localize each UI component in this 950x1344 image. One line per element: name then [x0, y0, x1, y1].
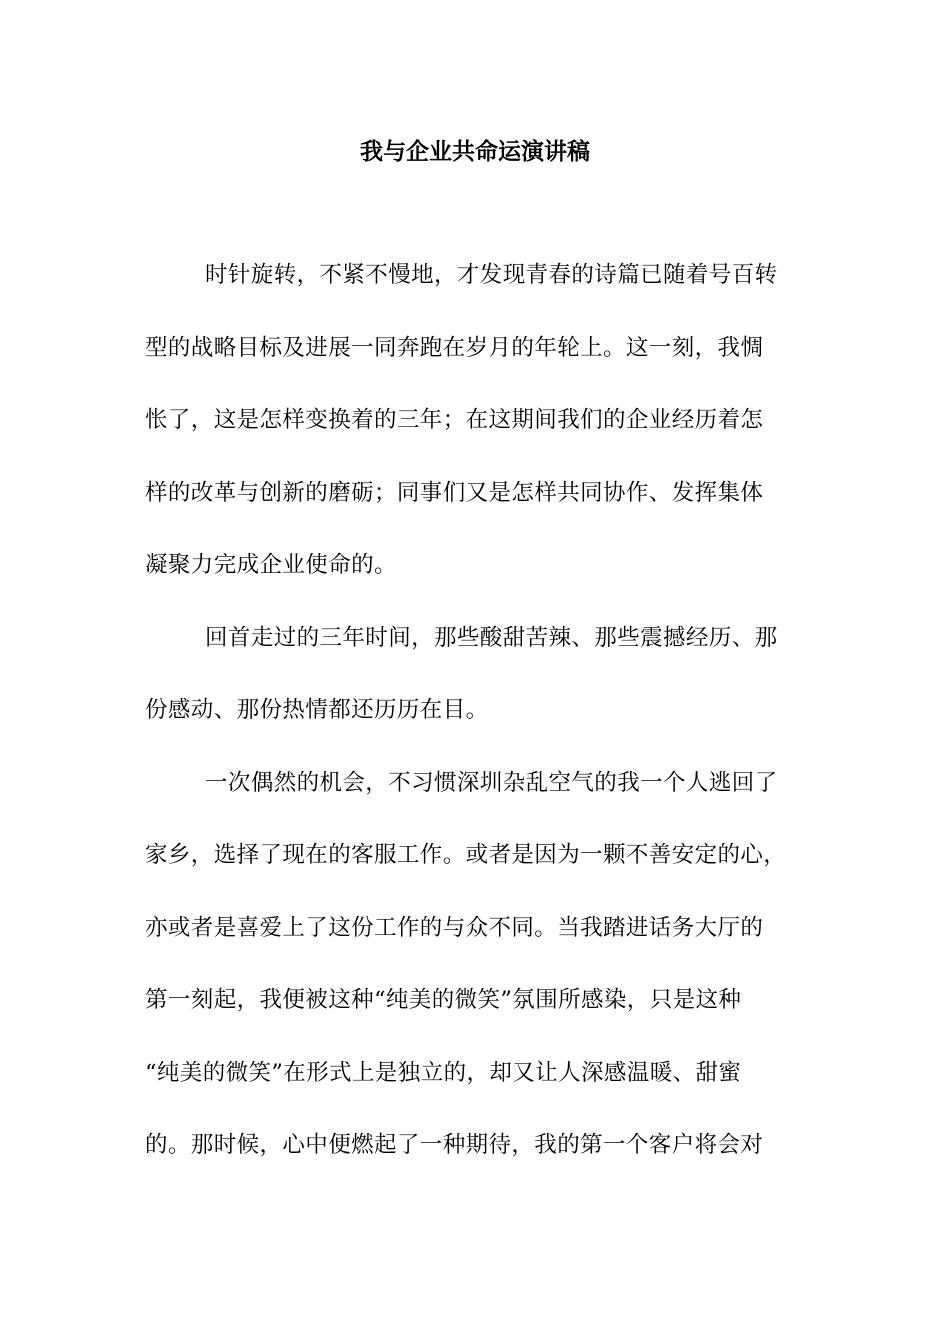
text-line: 回首走过的三年时间，那些酸甜苦辣、那些震撼经历、那 — [205, 624, 778, 651]
text-line: 怅了，这是怎样变换着的三年；在这期间我们的企业经历着怎 — [145, 407, 764, 433]
document-body — [145, 257, 825, 1200]
text-line: 型的战略目标及进展一同奔跑在岁月的年轮上。这一刻，我惆 — [145, 334, 764, 361]
text-line: “纯美的微笑”在形式上是独立的，却又让人深感温暖、甜蜜 — [145, 1059, 742, 1086]
text-line: 凝聚力完成企业使命的。 — [145, 552, 397, 578]
text-line: 第一刻起，我便被这种“纯美的微笑”氛围所感染，只是这种 — [145, 987, 742, 1013]
text-line: 一次偶然的机会，不习惯深圳杂乱空气的我一个人逃回了 — [205, 769, 778, 796]
text-line: 的。那时候，心中便燃起了一种期待，我的第一个客户将会对 — [145, 1132, 764, 1158]
text-line: 样的改革与创新的磨砺；同事们又是怎样共同协作、发挥集体 — [145, 479, 764, 506]
text-line: 家乡，选择了现在的客服工作。或者是因为一颗不善安定的心， — [145, 842, 787, 868]
text-line: 亦或者是喜爱上了这份工作的与众不同。当我踏进话务大厅的 — [145, 914, 764, 941]
text-line: 时针旋转，不紧不慢地，才发现青春的诗篇已随着号百转 — [205, 262, 778, 288]
document-title: 我与企业共命运演讲稿 — [360, 138, 590, 165]
text-line: 份感动、那份热情都还历历在目。 — [145, 697, 489, 723]
